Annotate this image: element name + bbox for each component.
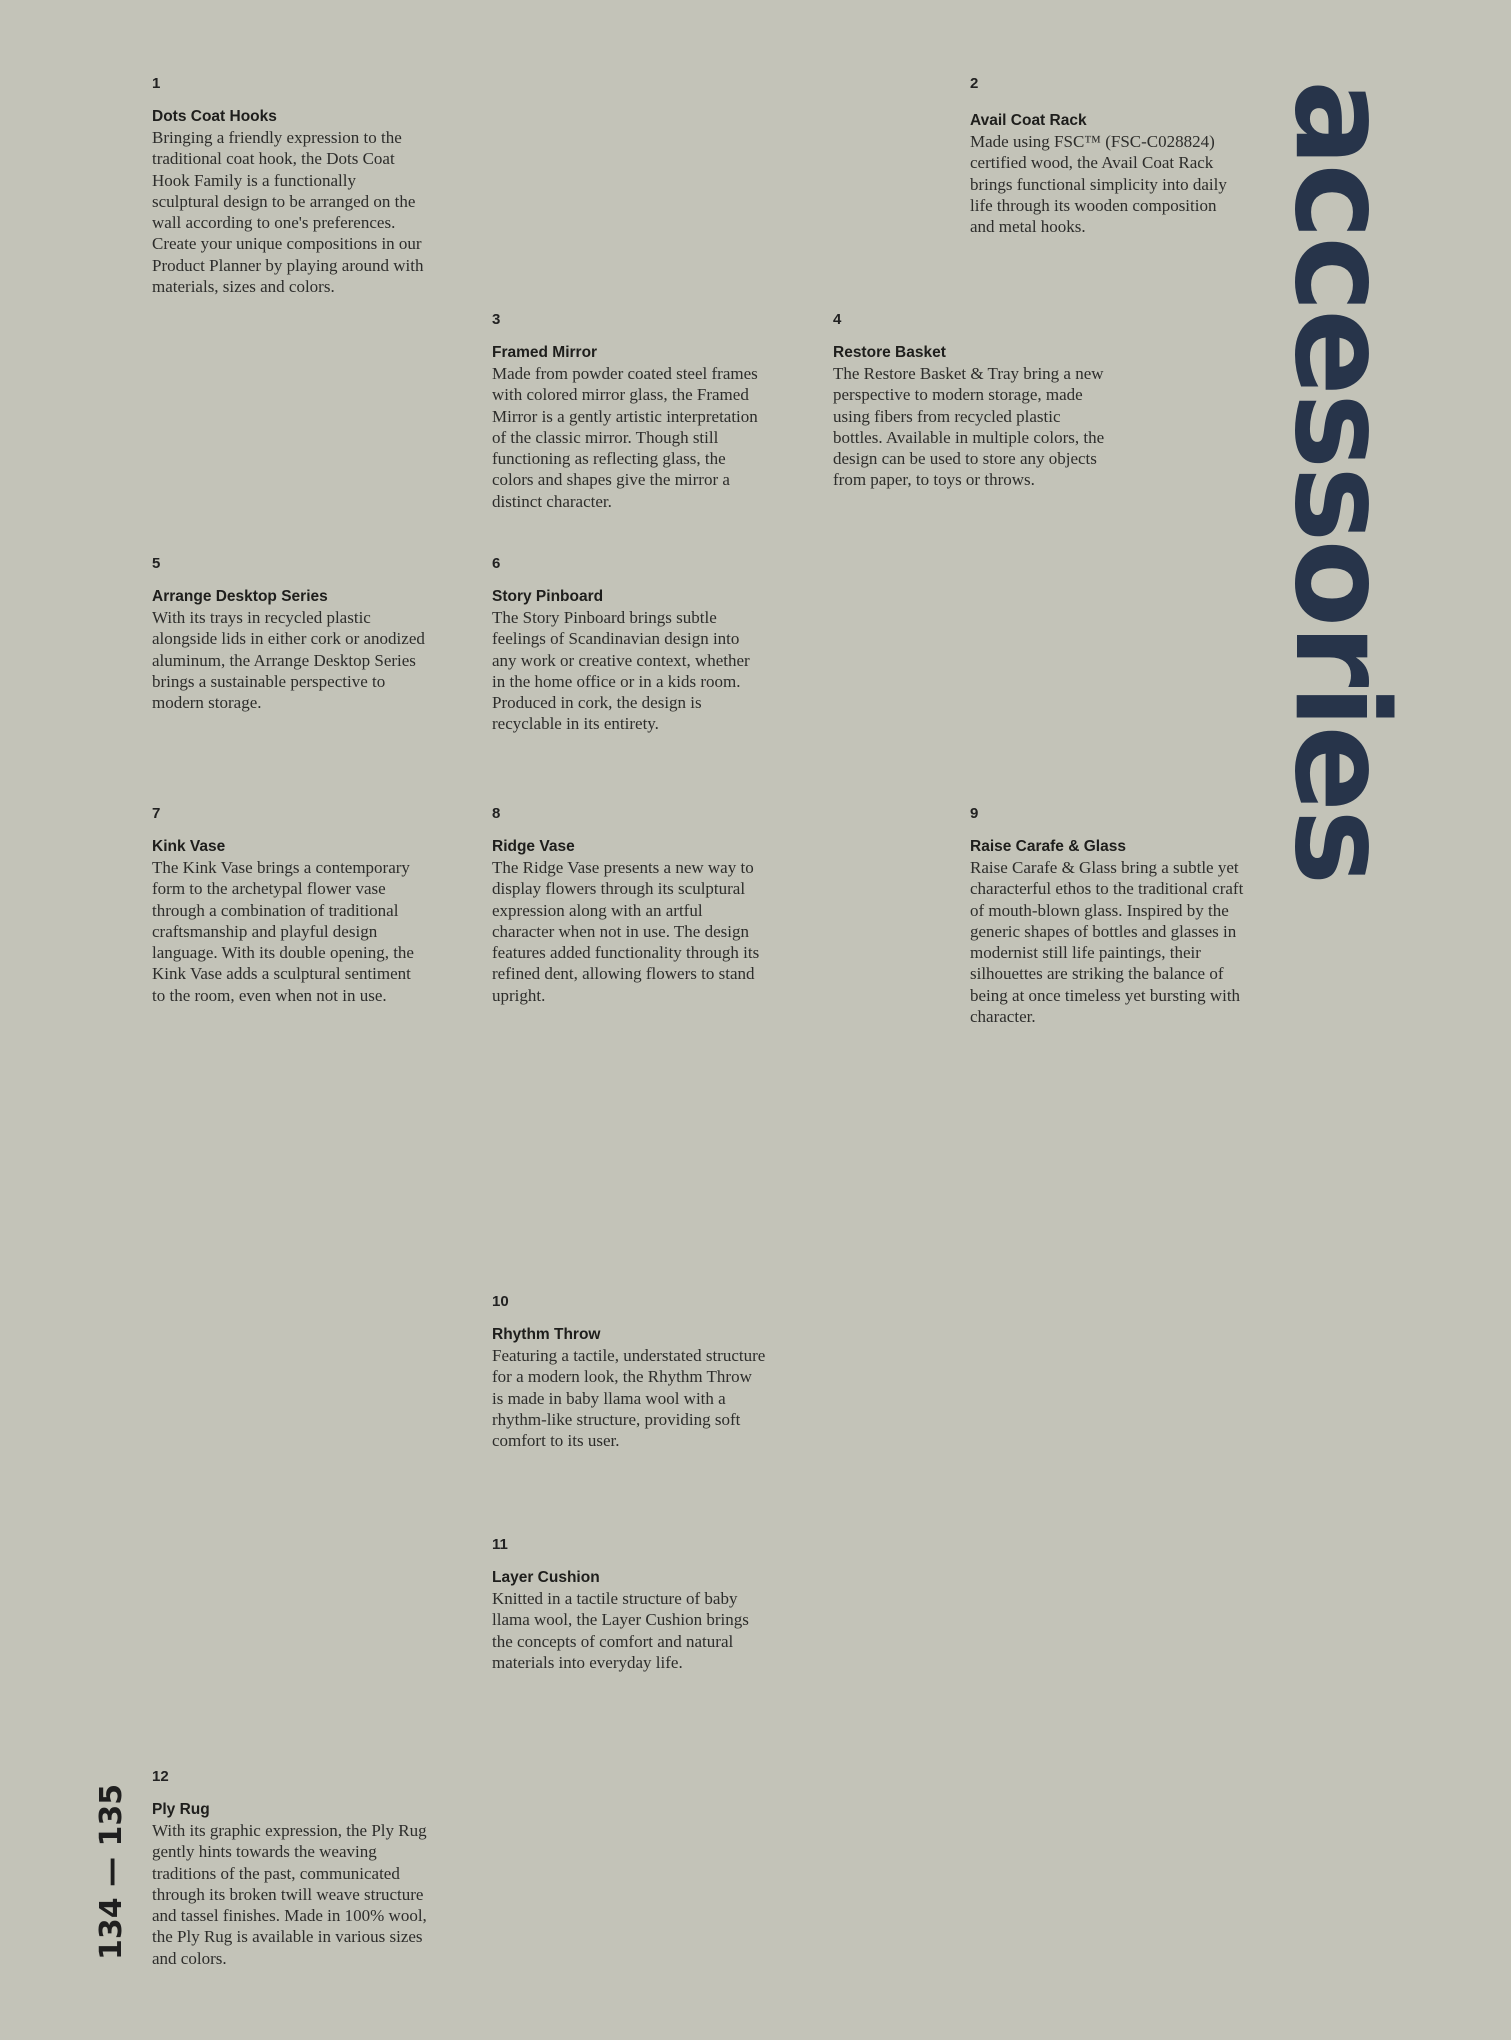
entry-description: Bringing a friendly expression to the traditional coat hook, the Dots Coat Hook Family is a functionally sculptural design to be arranged on the wall according to one's preferences. Create your unique compositions in our Product Planner by playing around with materials, sizes and colors. [152, 128, 424, 297]
product-entry-rhythm-throw [492, 1293, 767, 1451]
entry-number: 3 [492, 311, 501, 328]
entry-number: 4 [833, 311, 842, 328]
entry-description: Knitted in a tactile structure of baby llama wool, the Layer Cushion brings the concepts of comfort and natural materials into everyday life. [492, 1589, 749, 1672]
entry-title: Arrange Desktop Series [152, 588, 328, 605]
entry-title: Kink Vase [152, 838, 226, 855]
product-entry-ridge-vase [492, 805, 767, 1006]
entry-description: The Story Pinboard brings subtle feelings of Scandinavian design into any work or creative context, whether in the home office or in a kids room. Produced in cork, the design is recyclable in its entirety. [492, 608, 750, 734]
entry-title: Restore Basket [833, 344, 946, 361]
entry-title: Layer Cushion [492, 1569, 600, 1586]
entry-number: 1 [152, 75, 161, 92]
entry-description: Made using FSC™ (FSC-C028824) certified wood, the Avail Coat Rack brings functional simplicity into daily life through its wooden composition and metal hooks. [970, 132, 1227, 237]
entry-description: The Kink Vase brings a contemporary form to the archetypal flower vase through a combination of traditional craftsmanship and playful design language. With its double opening, the Kink Vase adds a sculptural sentiment to the room, even when not in use. [152, 858, 414, 1005]
product-entry-framed-mirror [492, 311, 767, 512]
entry-number: 8 [492, 805, 501, 822]
entry-title: Avail Coat Rack [970, 112, 1087, 129]
entry-title: Raise Carafe & Glass [970, 838, 1126, 855]
entry-number: 7 [152, 805, 161, 822]
entry-description: Featuring a tactile, understated structure for a modern look, the Rhythm Throw is made in baby llama wool with a rhythm-like structure, providing soft comfort to its user. [492, 1346, 766, 1451]
entry-description: Made from powder coated steel frames with colored mirror glass, the Framed Mirror is a gently artistic interpretation of the classic mirror. Though still functioning as reflecting glass, the colors and shapes give the mirror a distinct character. [492, 364, 758, 511]
product-entry-layer-cushion [492, 1536, 767, 1673]
entry-number: 11 [492, 1536, 508, 1553]
product-entry-avail-coat-rack [970, 75, 1245, 237]
entry-title: Ply Rug [152, 1801, 210, 1818]
product-entry-raise-carafe-glass [970, 805, 1245, 1027]
entry-description: Raise Carafe & Glass bring a subtle yet characterful ethos to the traditional craft of mouth-blown glass. Inspired by the generic shapes of bottles and glasses in modernist still life paintings, their silhouettes are striking the balance of being at once timeless yet bursting with character. [970, 858, 1244, 1027]
page-range-text: 134 — 135 [94, 1783, 129, 1960]
entry-title: Framed Mirror [492, 344, 598, 361]
entry-title: Story Pinboard [492, 588, 604, 605]
product-entry-story-pinboard [492, 555, 767, 735]
entry-description: The Ridge Vase presents a new way to display flowers through its sculptural expression along with an artful character when not in use. The design features added functionality through its refined dent, allowing flowers to stand upright. [492, 858, 760, 1005]
entry-number: 2 [970, 75, 979, 92]
entry-title: Rhythm Throw [492, 1326, 601, 1343]
entry-number: 10 [492, 1293, 509, 1310]
section-title-text: accessories [1266, 80, 1415, 883]
product-entry-restore-basket [833, 311, 1108, 491]
entry-number: 5 [152, 555, 161, 572]
entry-title: Ridge Vase [492, 838, 575, 855]
entry-number: 9 [970, 805, 979, 822]
product-entry-dots-coat-hooks [152, 75, 427, 297]
entry-title: Dots Coat Hooks [152, 108, 277, 125]
product-entry-kink-vase [152, 805, 427, 1006]
entry-number: 6 [492, 555, 501, 572]
entry-description: With its trays in recycled plastic alongside lids in either cork or anodized aluminum, the Arrange Desktop Series brings a sustainable perspective to modern storage. [152, 608, 425, 713]
product-entry-arrange-desktop-series [152, 555, 427, 713]
entry-description: With its graphic expression, the Ply Rug gently hints towards the weaving traditions of the past, communicated through its broken twill weave structure and tassel finishes. Made in 100% wool, the Ply Rug is available in various sizes and colors. [152, 1821, 427, 1968]
entry-description: The Restore Basket & Tray bring a new perspective to modern storage, made using fibers from recycled plastic bottles. Available in multiple colors, the design can be used to store any objects from paper, to toys or throws. [833, 364, 1105, 490]
entry-number: 12 [152, 1768, 169, 1785]
product-entry-ply-rug [152, 1768, 427, 1969]
